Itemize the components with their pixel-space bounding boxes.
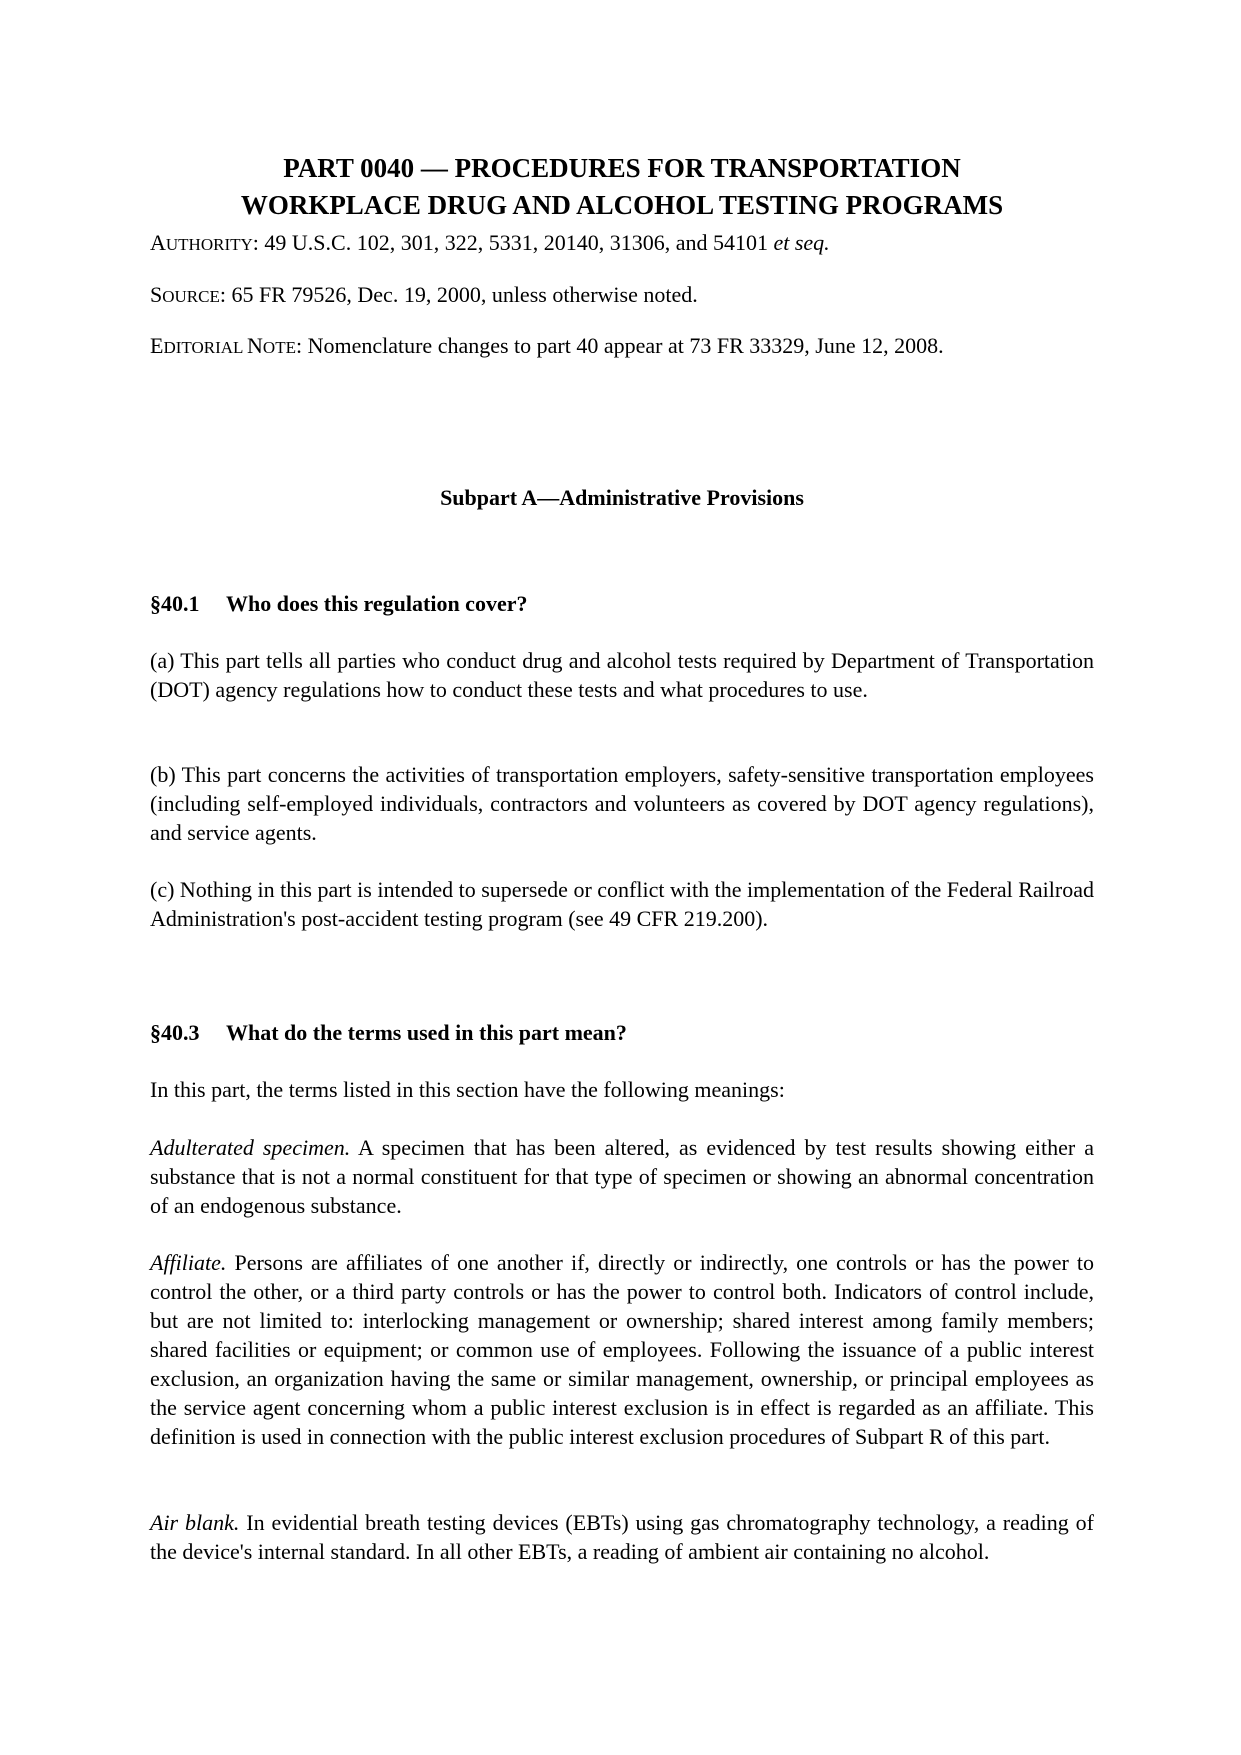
subpart-heading: Subpart A—Administrative Provisions <box>440 485 804 510</box>
definition-text: A specimen that has been altered, as evidenced by test results showing either a substance that is not a normal constituent for that type of specimen or showing an abnormal concentration of an endogenous substance. <box>150 1135 1094 1218</box>
page-title <box>150 150 1094 224</box>
section-40-1-heading <box>150 589 527 618</box>
source-text: : 65 FR 79526, Dec. 19, 2000, unless otherwise noted. <box>219 282 698 307</box>
editorial-label-initial-1: E <box>150 333 164 358</box>
definition-affiliate <box>150 1248 1094 1451</box>
source-label-initial: S <box>150 282 163 307</box>
source-label-rest: OURCE <box>162 287 220 306</box>
definition-term: Air blank. <box>150 1510 240 1535</box>
editorial-label-rest-1: DITORIAL <box>163 338 248 357</box>
section-40-1-para-a: (a) This part tells all parties who conduct drug and alcohol tests required by Department of Transportation (DOT) agency regulations how to conduct these tests and what procedures to use. <box>150 648 1094 702</box>
section-40-3-heading <box>150 1018 627 1047</box>
editorial-label-rest-2: OTE <box>262 338 296 357</box>
source-line <box>150 280 1094 311</box>
section-40-1-number: §40.1 <box>150 591 200 616</box>
section-40-3-number: §40.3 <box>150 1020 200 1045</box>
section-40-1-para-b: (b) This part concerns the activities of transportation employers, safety-sensitive transportation employees (including self-employed individuals, contractors and volunteers as covered by DOT agency regulations), and service agents. <box>150 762 1094 845</box>
section-40-3-intro: In this part, the terms listed in this section have the following meanings: <box>150 1077 785 1102</box>
definition-term: Affiliate. <box>150 1250 227 1275</box>
section-40-1-para-c: (c) Nothing in this part is intended to supersede or conflict with the implementation of the Federal Railroad Administration's post-accident testing program (see 49 CFR 219.200). <box>150 877 1094 931</box>
section-40-1-title: Who does this regulation cover? <box>226 591 528 616</box>
editorial-note-line <box>150 331 1094 362</box>
definition-term: Adulterated specimen. <box>150 1135 351 1160</box>
authority-line <box>150 228 1094 259</box>
authority-label-initial: A <box>150 230 166 255</box>
definition-text: In evidential breath testing devices (EBTs) using gas chromatography technology, a reading of the device's internal standard. In all other EBTs, a reading of ambient air containing no alcohol. <box>150 1510 1094 1564</box>
title-line-1: PART 0040 — PROCEDURES FOR TRANSPORTATION <box>283 153 961 183</box>
authority-et-seq: et seq. <box>773 230 830 255</box>
definition-text: Persons are affiliates of one another if, directly or indirectly, one controls or has the power to control the other, or a third party controls or has the power to control both. Indicators of control include, but are not limited to: interlocking management or ownership; shared interest among family members; shared facilities or equipment; or common use of employees. Following the issuance of a public interest exclusion, an organization having the same or similar management, ownership, or principal employees as the service agent concerning whom a public interest exclusion is in effect is regarded as an affiliate. This definition is used in connection with the public interest exclusion procedures of Subpart R of this part. <box>150 1250 1094 1449</box>
editorial-note-text: : Nomenclature changes to part 40 appear at 73 FR 33329, June 12, 2008. <box>295 333 944 358</box>
section-40-3-title: What do the terms used in this part mean? <box>226 1020 627 1045</box>
editorial-label-initial-2: N <box>247 333 263 358</box>
authority-label-rest: UTHORITY <box>165 235 253 254</box>
definition-adulterated-specimen <box>150 1133 1094 1220</box>
authority-text: : 49 U.S.C. 102, 301, 322, 5331, 20140, 31306, and 54101 <box>252 230 774 255</box>
title-line-2: WORKPLACE DRUG AND ALCOHOL TESTING PROGRAMS <box>240 190 1004 220</box>
definition-air-blank <box>150 1508 1094 1566</box>
